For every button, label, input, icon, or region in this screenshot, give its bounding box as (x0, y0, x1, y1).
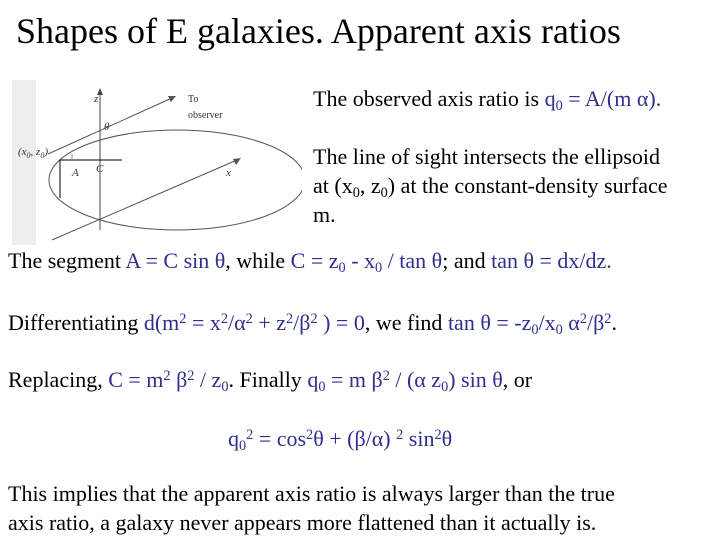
diagram-label-point: ($x_0$, $z_0$) (18, 146, 48, 160)
text-segment: The segment A = C sin θ, while $C = z_0 - x_0 / \tan \theta$; and tan θ = dx/dz. (8, 248, 612, 276)
text-observed-axis-ratio: The observed axis ratio is $q_0 = A/(m$ α). (313, 86, 662, 114)
text-conclusion-2: axis ratio, a galaxy never appears more flattened than it actually is. (8, 510, 597, 535)
text-replacing: Replacing, $C = m^2$ $\beta^2 / z_0$. Finally $q_0 = m$ $\beta^2 / (\alpha$ $z_0$) sin θ, or (8, 367, 533, 395)
slide-title: Shapes of E galaxies. Apparent axis ratios (16, 11, 621, 51)
diagram-label-theta: θ (104, 121, 110, 133)
text-line-of-sight-3: m. (313, 202, 336, 227)
text-line-of-sight-2: at ($x_0$, $z_0$) at the constant-density surface (313, 173, 668, 201)
diagram-label-to: To (188, 94, 199, 105)
line-of-sight (48, 98, 172, 154)
equation-q0-squared: $q_0^2 = \cos^2\theta + (\beta/\alpha)$ $^2$ $\sin^2\theta$ (228, 426, 453, 454)
ellipsoid-diagram (12, 80, 302, 245)
diagram-label-x: x (226, 167, 231, 179)
diagram-label-a: A (72, 167, 79, 179)
text-line-of-sight-1: The line of sight intersects the ellipsoid (313, 144, 661, 169)
diagram-margin-shade (12, 80, 36, 245)
diagram-label-c: C (96, 163, 104, 175)
diagram-label-z: z (94, 93, 99, 105)
text-differentiating: Differentiating $d(m^2 = x^2/\alpha^2 + z^2/\beta^2$ ) = 0, we find $\tan \theta = -z_0/x_0$ $\alpha^2/\beta^2$. (8, 310, 617, 338)
diagram-label-observer: observer (188, 110, 223, 121)
text-conclusion-1: This implies that the apparent axis ratio is always larger than the true (8, 481, 615, 506)
ellipse-outline (49, 130, 302, 230)
